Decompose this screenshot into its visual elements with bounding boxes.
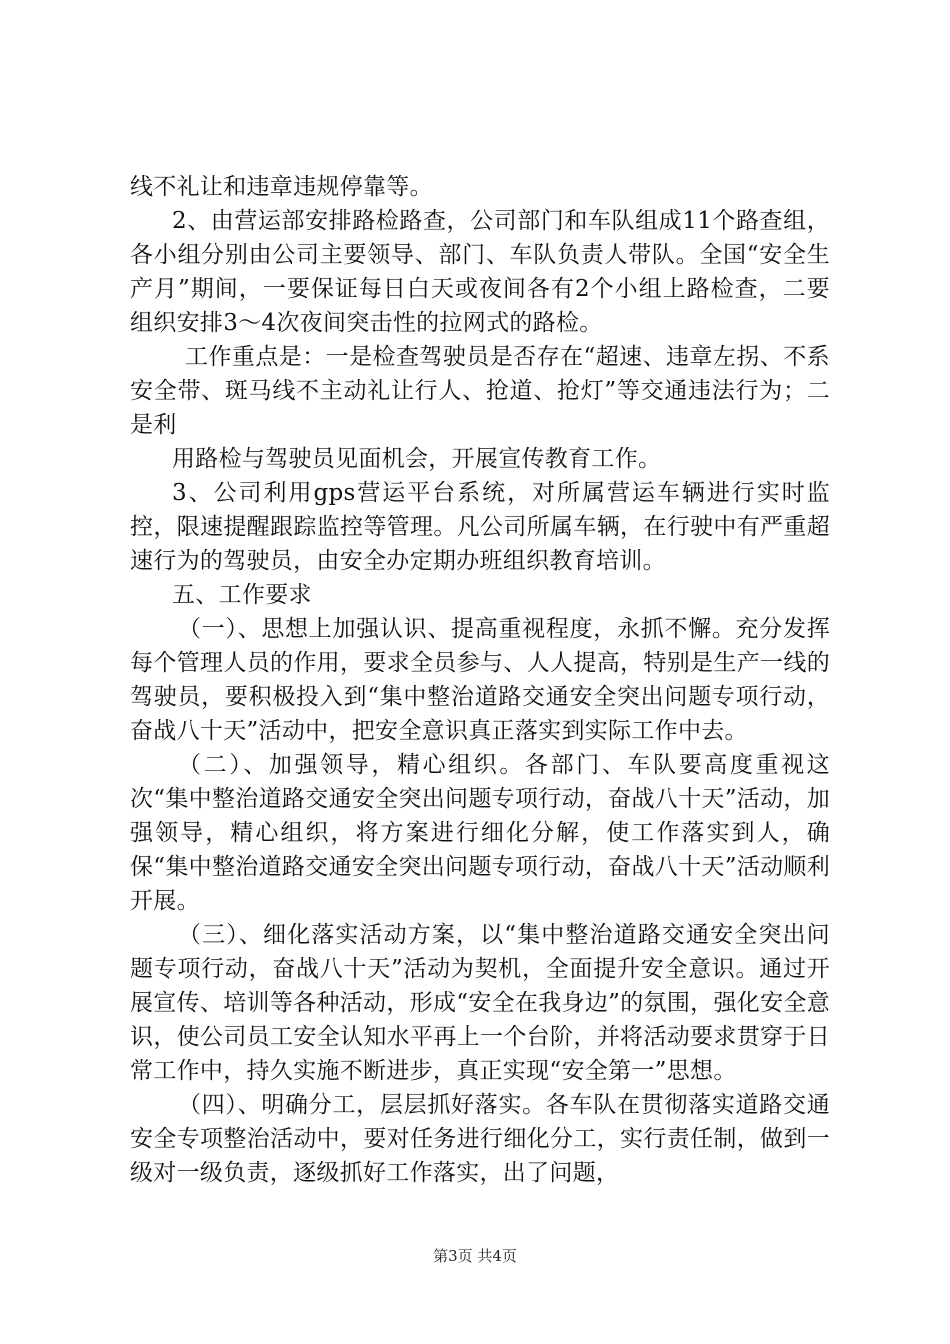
page-number: 第3页 共4页 [433, 1247, 517, 1265]
paragraph-requirement-3: （三）、细化落实活动方案，以“集中整治道路交通安全突出问题专项行动，奋战八十天”活动为契机，全面提升安全意识。通过开展宣传、培训等各种活动，形成“安全在我身边”的氛围，强化安全意识，使公司员工安全认知水平再上一个台阶，并将活动要求贯穿于日常工作中，持久实施不断进步，真正实现“安全第一”思想。 [130, 922, 830, 1084]
paragraph-requirement-1: （一）、思想上加强认识、提高重视程度，永抓不懈。充分发挥每个管理人员的作用，要求全员参与、人人提高，特别是生产一线的驾驶员，要积极投入到“集中整治道路交通安全突出问题专项行动，奋战八十天”活动中，把安全意识真正落实到实际工作中去。 [130, 616, 830, 744]
page-footer [0, 1246, 950, 1266]
paragraph-requirement-2: （二）、加强领导，精心组织。各部门、车队要高度重视这次“集中整治道路交通安全突出问题专项行动，奋战八十天”活动，加强领导，精心组织，将方案进行细化分解，使工作落实到人，确保“集中整治道路交通安全突出问题专项行动，奋战八十天”活动顺利开展。 [130, 752, 830, 914]
paragraph-requirement-4: （四）、明确分工，层层抓好落实。各车队在贯彻落实道路交通安全专项整治活动中，要对任务进行细化分工，实行责任制，做到一级对一级负责，逐级抓好工作落实，出了问题， [130, 1092, 830, 1186]
paragraph-work-focus: 工作重点是：一是检查驾驶员是否存在“超速、违章左拐、不系安全带、斑马线不主动礼让行人、抢道、抢灯”等交通违法行为；二是利 [130, 344, 830, 438]
paragraph-roadcheck-promo: 用路检与驾驶员见面机会，开展宣传教育工作。 [172, 446, 662, 472]
paragraph-item-2: 2、由营运部安排路检路查，公司部门和车队组成11个路查组，各小组分别由公司主要领导、部门、车队负责人带队。全国“安全生产月”期间，一要保证每日白天或夜间各有2个小组上路检查，二要组织安排3～4次夜间突击性的拉网式的路检。 [130, 208, 830, 336]
section-heading-requirements: 五、工作要求 [172, 582, 312, 608]
paragraph-continuation: 线不礼让和违章违规停靠等。 [130, 174, 433, 200]
document-body [130, 170, 830, 1190]
paragraph-item-3: 3、公司利用gps营运平台系统，对所属营运车辆进行实时监控，限速提醒跟踪监控等管理。凡公司所属车辆，在行驶中有严重超速行为的驾驶员，由安全办定期办班组织教育培训。 [130, 480, 830, 574]
